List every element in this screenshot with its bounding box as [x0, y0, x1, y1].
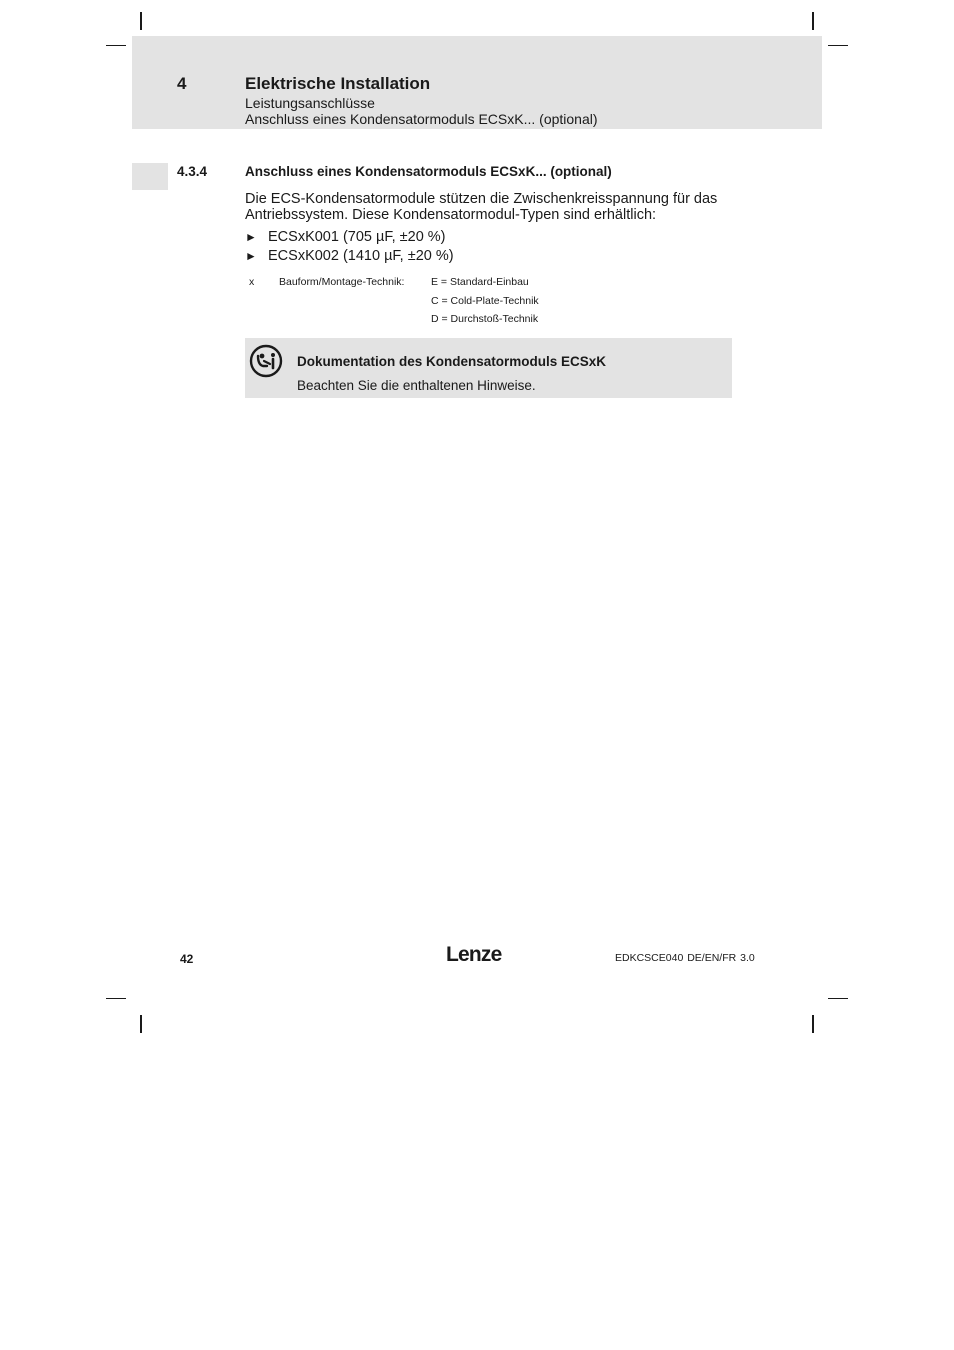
- document-id: EDKCSCE040 DE/EN/FR 3.0: [615, 952, 755, 964]
- section-number: 4.3.4: [177, 164, 208, 179]
- page-number: 42: [180, 952, 194, 966]
- section-title: Anschluss eines Kondensatormoduls ECSxK... (optional): [245, 164, 612, 179]
- list-item: [245, 246, 454, 265]
- note-text: Beachten Sie die enthaltenen Hinweise.: [297, 378, 536, 393]
- crop-mark: [812, 12, 814, 30]
- legend-label: Bauform/Montage-Technik:: [279, 276, 405, 288]
- breadcrumb-level-1: Leistungsanschlüsse: [245, 95, 375, 111]
- legend-value: D = Durchstoß-Technik: [431, 313, 539, 325]
- crop-mark: [106, 45, 126, 46]
- list-item-text: ECSxK001 (705 µF, ±20 %): [268, 228, 446, 245]
- breadcrumb-level-2: Anschluss eines Kondensatormoduls ECSxK... (optional): [245, 111, 598, 127]
- crop-mark: [828, 45, 848, 46]
- legend-value: C = Cold-Plate-Technik: [431, 294, 539, 307]
- crop-mark: [140, 12, 142, 30]
- documentation-reader-icon: [249, 344, 283, 378]
- crop-mark: [828, 998, 848, 999]
- legend-values: [431, 276, 539, 332]
- documentation-note: [245, 338, 732, 398]
- intro-paragraph: Die ECS-Kondensatormodule stützen die Zwischenkreisspannung für das Antriebssystem. Diese Kondensatormodul-Typen sind erhältlich:: [245, 191, 718, 223]
- bullet-arrow-icon: ►: [245, 229, 257, 244]
- capacitor-type-list: [245, 227, 454, 265]
- legend-variable: x: [249, 276, 255, 288]
- list-item: [245, 227, 454, 246]
- legend-value: E = Standard-Einbau: [431, 276, 529, 288]
- crop-mark: [106, 998, 126, 999]
- crop-mark: [140, 1015, 142, 1033]
- note-title: Dokumentation des Kondensatormoduls ECSxK: [297, 354, 607, 369]
- bullet-arrow-icon: ►: [245, 248, 257, 263]
- chapter-number: 4: [177, 74, 187, 93]
- list-item-text: ECSxK002 (1410 µF, ±20 %): [268, 247, 454, 264]
- lenze-logo: Lenze: [446, 943, 502, 966]
- crop-mark: [812, 1015, 814, 1033]
- chapter-title: Elektrische Installation: [245, 74, 431, 93]
- section-marker: [132, 163, 168, 190]
